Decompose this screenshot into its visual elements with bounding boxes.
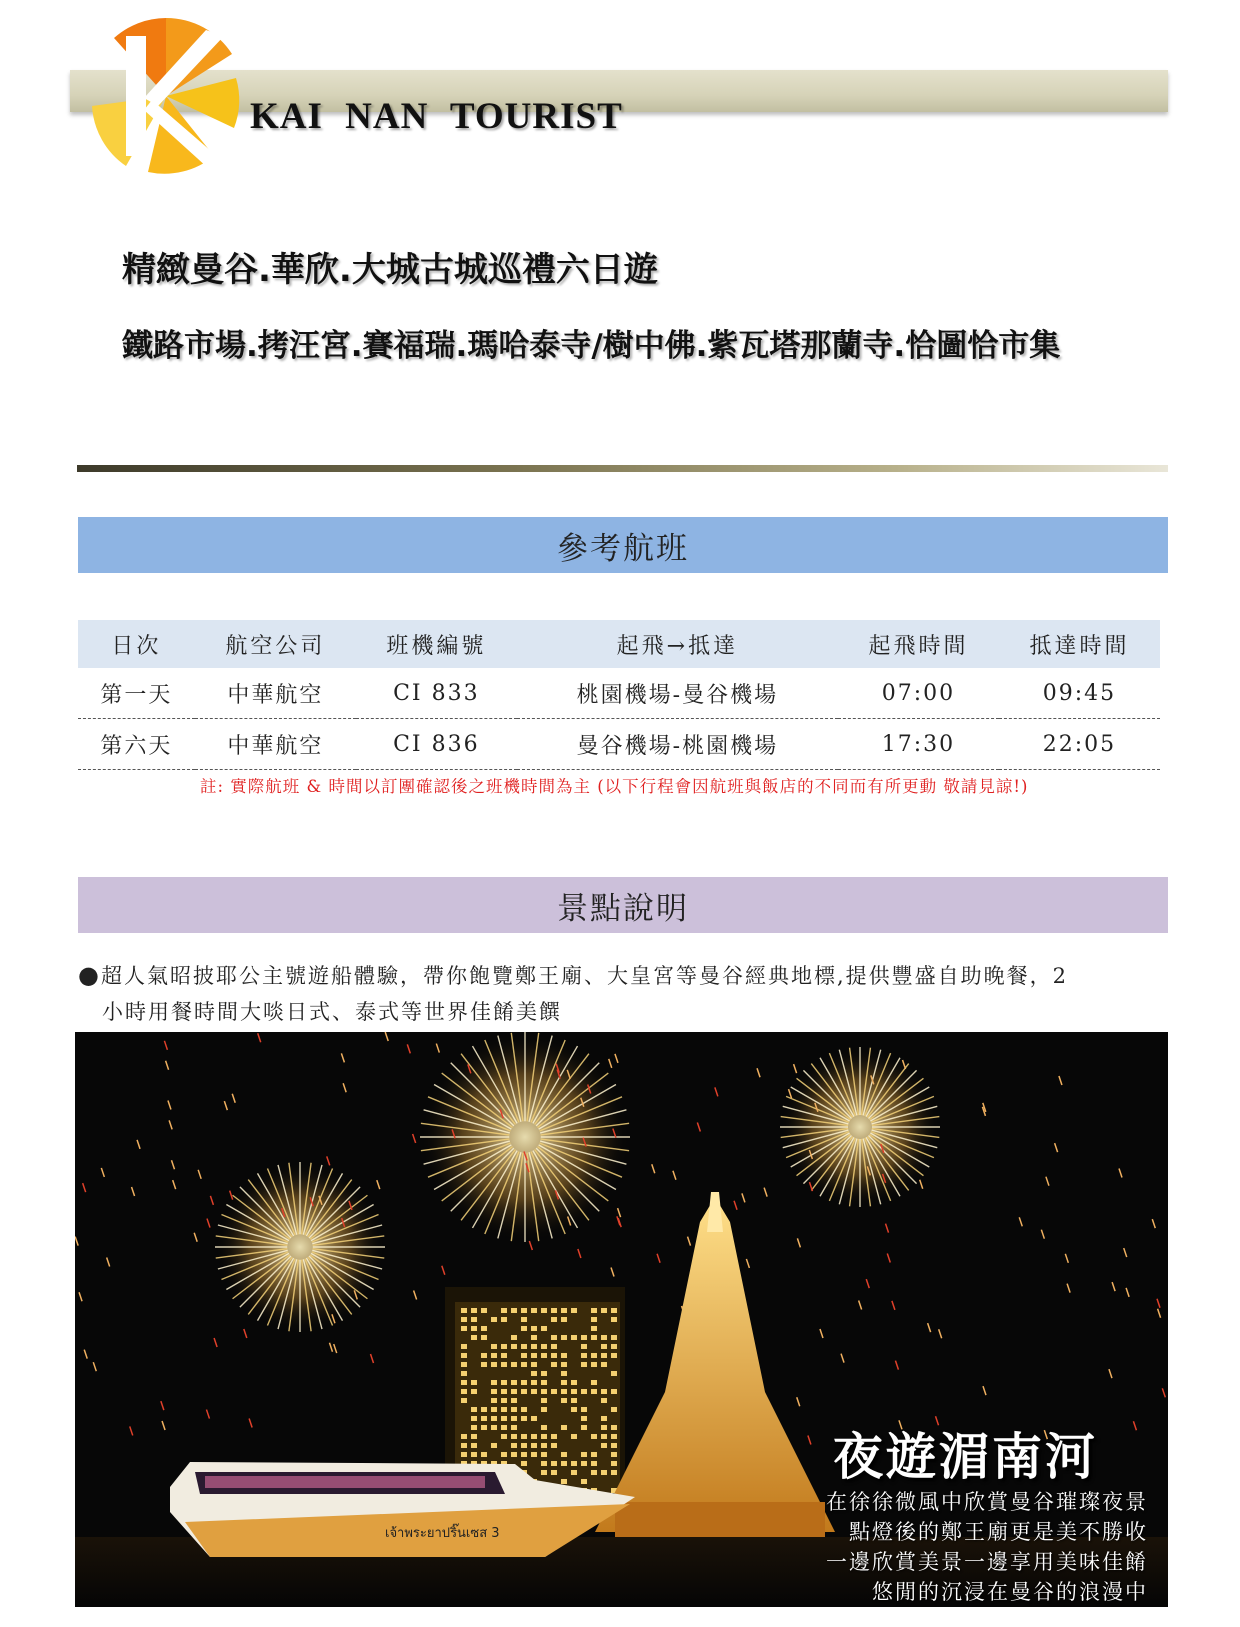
hotel-window <box>511 1335 517 1340</box>
hotel-window <box>501 1425 507 1430</box>
hotel-window <box>561 1461 567 1466</box>
hotel-window <box>471 1452 477 1457</box>
hotel-window <box>551 1461 557 1466</box>
hotel-window <box>571 1434 577 1439</box>
hotel-window <box>561 1371 567 1376</box>
hotel-window <box>601 1362 607 1367</box>
hotel-window <box>471 1317 477 1322</box>
hotel-window <box>611 1461 617 1466</box>
col-day: 日次 <box>78 620 195 668</box>
hotel-window <box>501 1416 507 1421</box>
tour-title: 精緻曼谷.華欣.大城古城巡禮六日遊 <box>122 250 658 290</box>
caption-line: 在徐徐微風中欣賞曼谷璀璨夜景 <box>826 1490 1148 1514</box>
hotel-window <box>591 1461 597 1466</box>
hotel-window <box>551 1344 557 1349</box>
hotel-window <box>551 1389 557 1394</box>
hotel-window <box>491 1380 497 1385</box>
hotel-window <box>611 1335 617 1340</box>
hotel-window <box>481 1335 487 1340</box>
kai-nan-logo <box>86 16 246 176</box>
brand-name: KAI NAN TOURIST <box>250 96 623 137</box>
flight-table <box>78 620 1160 770</box>
caption-line: 點燈後的鄭王廟更是美不勝收 <box>849 1520 1148 1544</box>
hotel-window <box>531 1389 537 1394</box>
cell-route: 桃園機場-曼谷機場 <box>517 668 838 719</box>
cell-day: 第一天 <box>78 668 195 719</box>
hotel-window <box>511 1362 517 1367</box>
hotel-window <box>511 1398 517 1403</box>
hotel-window <box>481 1326 487 1331</box>
hotel-window <box>591 1452 597 1457</box>
cell-route: 曼谷機場-桃園機場 <box>517 719 838 770</box>
hotel-window <box>471 1308 477 1313</box>
hotel-window <box>471 1443 477 1448</box>
hotel-window <box>511 1416 517 1421</box>
hotel-window <box>551 1335 557 1340</box>
spot-description <box>78 957 1168 1030</box>
hotel-window <box>611 1344 617 1349</box>
hotel-window <box>461 1326 467 1331</box>
hotel-window <box>541 1470 547 1475</box>
boat-name: เจ้าพระยาปริ๊นเซส 3 <box>385 1526 500 1541</box>
hotel-window <box>541 1434 547 1439</box>
caption-line: 一邊欣賞美景一邊享用美味佳餚 <box>826 1550 1148 1574</box>
hotel-window <box>481 1353 487 1358</box>
hotel-window <box>461 1353 467 1358</box>
hotel-window <box>531 1362 537 1367</box>
hotel-window <box>531 1335 537 1340</box>
hotel-window <box>461 1317 467 1322</box>
table-row <box>78 719 1160 770</box>
hotel-window <box>491 1443 497 1448</box>
hotel-window <box>571 1461 577 1466</box>
hotel-window <box>461 1398 467 1403</box>
hotel-window <box>521 1443 527 1448</box>
hotel-window <box>501 1398 507 1403</box>
hotel-window <box>611 1407 617 1412</box>
hotel-window <box>521 1362 527 1367</box>
hotel-window <box>501 1380 507 1385</box>
hotel-window <box>501 1344 507 1349</box>
hotel-window <box>521 1434 527 1439</box>
hotel-window <box>551 1434 557 1439</box>
hotel-window <box>601 1416 607 1421</box>
hotel-window <box>571 1335 577 1340</box>
hotel-window <box>551 1443 557 1448</box>
hotel-window <box>551 1470 557 1475</box>
hotel-window <box>601 1389 607 1394</box>
hotel-window <box>491 1344 497 1349</box>
hotel-window <box>611 1470 617 1475</box>
col-depart: 起飛時間 <box>838 620 999 668</box>
bullet-icon: ● <box>78 961 101 989</box>
col-airline: 航空公司 <box>195 620 356 668</box>
hotel-window <box>461 1371 467 1376</box>
hotel-window <box>591 1362 597 1367</box>
hotel-window <box>541 1398 547 1403</box>
hotel-window <box>461 1362 467 1367</box>
hotel-window <box>501 1362 507 1367</box>
hotel-window <box>461 1434 467 1439</box>
hotel-window <box>591 1335 597 1340</box>
hotel-window <box>561 1353 567 1358</box>
hotel-window <box>511 1308 517 1313</box>
hotel-window <box>491 1416 497 1421</box>
col-route: 起飛→抵達 <box>517 620 838 668</box>
hotel-window <box>561 1335 567 1340</box>
hotel-window <box>611 1317 617 1322</box>
hotel-window <box>501 1389 507 1394</box>
hotel-window <box>471 1389 477 1394</box>
hotel-window <box>531 1380 537 1385</box>
hotel-window <box>461 1380 467 1385</box>
hotel-window <box>471 1326 477 1331</box>
hotel-window <box>601 1344 607 1349</box>
hotel-window <box>571 1308 577 1313</box>
cruise-photo <box>75 1032 1168 1607</box>
hotel-window <box>501 1452 507 1457</box>
cell-arrive: 22:05 <box>999 719 1160 770</box>
tour-subtitle: 鐵路市場.拷汪宮.賽福瑞.瑪哈泰寺/樹中佛.紫瓦塔那蘭寺.恰圖恰市集 <box>122 328 1061 364</box>
hotel-window <box>491 1407 497 1412</box>
hotel-window <box>501 1317 507 1322</box>
hotel-window <box>581 1452 587 1457</box>
hotel-window <box>601 1398 607 1403</box>
hotel-window <box>581 1344 587 1349</box>
hotel-window <box>591 1317 597 1322</box>
hotel-window <box>571 1380 577 1385</box>
hotel-window <box>571 1398 577 1403</box>
hotel-window <box>471 1416 477 1421</box>
hotel-window <box>481 1452 487 1457</box>
hotel-window <box>461 1389 467 1394</box>
hotel-window <box>511 1425 517 1430</box>
photo-caption <box>826 1487 1148 1607</box>
hotel-window <box>611 1425 617 1430</box>
hotel-window <box>531 1308 537 1313</box>
hotel-window <box>581 1362 587 1367</box>
hotel-window <box>531 1344 537 1349</box>
hotel-window <box>501 1353 507 1358</box>
hotel-window <box>511 1344 517 1349</box>
hotel-window <box>511 1389 517 1394</box>
table-row <box>78 668 1160 719</box>
hotel-window <box>611 1443 617 1448</box>
hotel-window <box>581 1416 587 1421</box>
cell-day: 第六天 <box>78 719 195 770</box>
hotel-window <box>511 1380 517 1385</box>
hotel-window <box>581 1461 587 1466</box>
col-arrive: 抵達時間 <box>999 620 1160 668</box>
hotel-window <box>531 1416 537 1421</box>
hotel-window <box>541 1371 547 1376</box>
hotel-window <box>531 1434 537 1439</box>
hotel-window <box>541 1425 547 1430</box>
hotel-window <box>521 1389 527 1394</box>
hotel-window <box>601 1425 607 1430</box>
hotel-window <box>541 1353 547 1358</box>
hotel-window <box>591 1470 597 1475</box>
hotel-window <box>501 1308 507 1313</box>
hotel-window <box>521 1344 527 1349</box>
hotel-window <box>591 1434 597 1439</box>
hotel-window <box>591 1389 597 1394</box>
flight-note: 註: 實際航班 & 時間以訂團確認後之班機時間為主 (以下行程會因航班與飯店的不同而有所更動 敬請見諒!) <box>200 777 1029 796</box>
hotel-window <box>521 1452 527 1457</box>
hotel-window <box>471 1425 477 1430</box>
hotel-window <box>491 1398 497 1403</box>
hotel-window <box>481 1425 487 1430</box>
hotel-window <box>611 1371 617 1376</box>
hotel-window <box>511 1452 517 1457</box>
flight-section-header: 參考航班 <box>78 517 1168 573</box>
spot-section-header: 景點說明 <box>78 877 1168 933</box>
hotel-window <box>611 1308 617 1313</box>
desc-line-1: 超人氣昭披耶公主號遊船體驗，帶你飽覽鄭王廟、大皇宮等曼谷經典地標,提供豐盛自助晚餐，2 <box>100 964 1068 988</box>
hotel-window <box>561 1317 567 1322</box>
hotel-window <box>521 1416 527 1421</box>
hotel-window <box>591 1353 597 1358</box>
hotel-window <box>501 1407 507 1412</box>
hotel-window <box>511 1443 517 1448</box>
hotel-window <box>521 1353 527 1358</box>
hotel-window <box>491 1362 497 1367</box>
hotel-window <box>581 1407 587 1412</box>
desc-line-2: 小時用餐時間大啖日式、泰式等世界佳餚美饌 <box>102 1000 562 1024</box>
hotel-window <box>521 1461 527 1466</box>
hotel-window <box>531 1443 537 1448</box>
hotel-window <box>501 1434 507 1439</box>
hotel-window <box>541 1407 547 1412</box>
hotel-window <box>521 1317 527 1322</box>
hotel-window <box>491 1353 497 1358</box>
hotel-window <box>551 1317 557 1322</box>
hotel-window <box>471 1335 477 1340</box>
hotel-window <box>601 1308 607 1313</box>
hotel-window <box>461 1344 467 1349</box>
hotel-window <box>471 1380 477 1385</box>
hotel-window <box>561 1479 567 1484</box>
divider <box>77 465 1168 472</box>
hotel-window <box>541 1344 547 1349</box>
hotel-window <box>551 1353 557 1358</box>
hotel-window <box>521 1326 527 1331</box>
cell-flight-no: CI 836 <box>356 719 517 770</box>
hotel-window <box>461 1308 467 1313</box>
cell-depart: 17:30 <box>838 719 999 770</box>
hotel-window <box>581 1425 587 1430</box>
hotel-window <box>481 1407 487 1412</box>
hotel-window <box>481 1362 487 1367</box>
hotel-window <box>581 1389 587 1394</box>
hotel-window <box>541 1308 547 1313</box>
hotel-window <box>541 1452 547 1457</box>
hotel-window <box>601 1470 607 1475</box>
hotel-window <box>561 1425 567 1430</box>
hotel-window <box>471 1434 477 1439</box>
hotel-window <box>591 1308 597 1313</box>
hotel-window <box>511 1434 517 1439</box>
hotel-window <box>561 1362 567 1367</box>
hotel-window <box>601 1443 607 1448</box>
hotel-window <box>491 1317 497 1322</box>
hotel-window <box>521 1407 527 1412</box>
hotel-window <box>541 1380 547 1385</box>
hotel-window <box>561 1380 567 1385</box>
hotel-window <box>481 1308 487 1313</box>
caption-line: 悠閒的沉浸在曼谷的浪漫中 <box>872 1580 1148 1604</box>
hotel-window <box>461 1443 467 1448</box>
hotel-window <box>601 1434 607 1439</box>
hotel-window <box>531 1452 537 1457</box>
hotel-window <box>601 1353 607 1358</box>
hotel-window <box>461 1452 467 1457</box>
hotel-window <box>531 1353 537 1358</box>
cell-depart: 07:00 <box>838 668 999 719</box>
hotel-window <box>541 1461 547 1466</box>
hotel-window <box>571 1389 577 1394</box>
cell-arrive: 09:45 <box>999 668 1160 719</box>
cell-airline: 中華航空 <box>195 719 356 770</box>
hotel-window <box>541 1389 547 1394</box>
hotel-window <box>581 1479 587 1484</box>
hotel-window <box>561 1308 567 1313</box>
hotel-window <box>551 1362 557 1367</box>
hotel-window <box>561 1398 567 1403</box>
hotel-window <box>511 1407 517 1412</box>
hotel-window <box>581 1353 587 1358</box>
hotel-window <box>531 1371 537 1376</box>
hotel-window <box>491 1425 497 1430</box>
col-flight-no: 班機編號 <box>356 620 517 668</box>
cell-flight-no: CI 833 <box>356 668 517 719</box>
hotel-window <box>611 1389 617 1394</box>
hotel-window <box>541 1326 547 1331</box>
hotel-window <box>581 1335 587 1340</box>
hotel-window <box>591 1326 597 1331</box>
hotel-window <box>551 1308 557 1313</box>
hotel-window <box>611 1353 617 1358</box>
hotel-window <box>541 1443 547 1448</box>
hotel-window <box>491 1389 497 1394</box>
table-header-row <box>78 620 1160 668</box>
hotel-window <box>561 1389 567 1394</box>
hotel-window <box>521 1308 527 1313</box>
cell-airline: 中華航空 <box>195 668 356 719</box>
hotel-window <box>591 1380 597 1385</box>
hotel-window <box>561 1452 567 1457</box>
hotel-window <box>571 1407 577 1412</box>
hotel-window <box>531 1326 537 1331</box>
hotel-window <box>611 1452 617 1457</box>
hotel-window <box>571 1470 577 1475</box>
hotel-window <box>601 1335 607 1340</box>
hotel-window <box>521 1380 527 1385</box>
hotel-window <box>471 1407 477 1412</box>
hotel-window <box>481 1416 487 1421</box>
photo-title: 夜遊湄南河 <box>833 1427 1098 1486</box>
hotel-window <box>611 1434 617 1439</box>
